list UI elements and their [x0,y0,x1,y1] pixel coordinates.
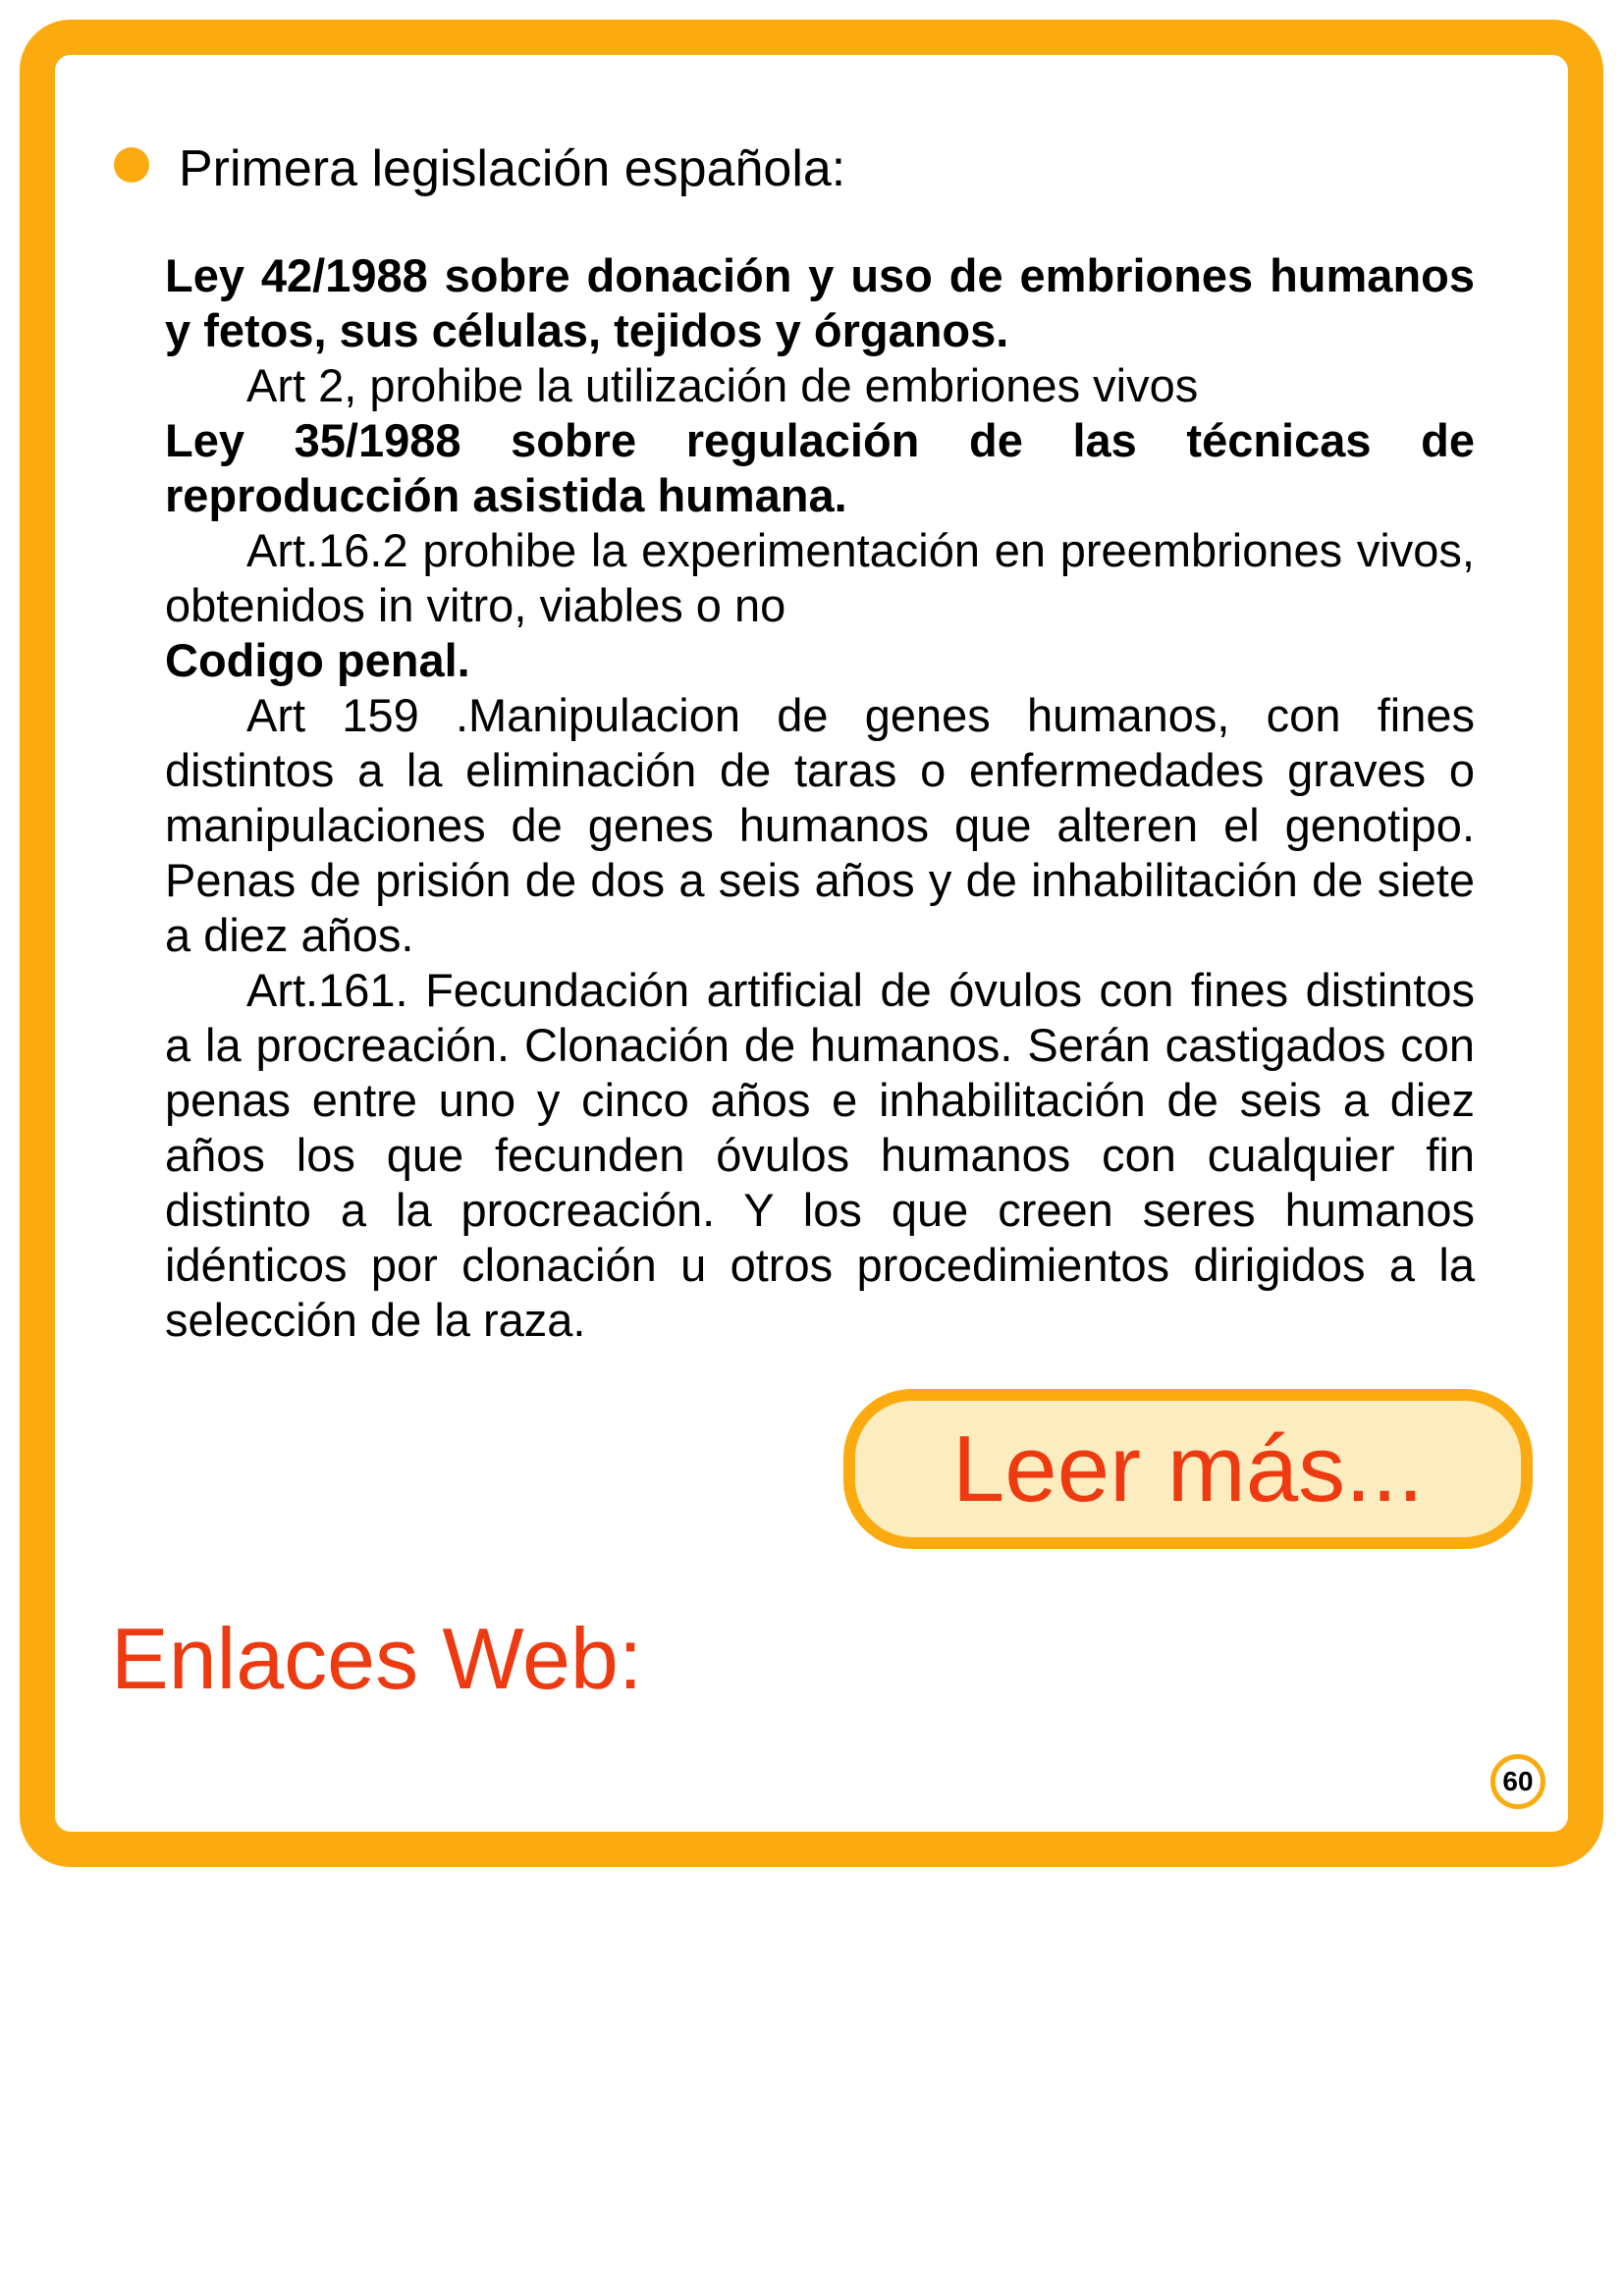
page-number-badge: 60 [1490,1754,1545,1809]
web-links-title: Enlaces Web: [111,1610,643,1707]
law-title-1: Ley 42/1988 sobre donación y uso de embriones humanos y fetos, sus células, tejidos y órganos. [165,249,1475,356]
article-159: Art 159 .Manipulacion de genes humanos, con fines distintos a la eliminación de taras o enfermedades graves o manipulaciones de genes humanos que alteren el genotipo. Penas de prisión de dos a seis años y de inhabilitación de siete a diez años. [165,689,1475,961]
article-law-1: Art 2, prohibe la utilización de embriones vivos [246,359,1199,411]
law-title-2: Ley 35/1988 sobre regulación de las técnicas de reproducción asistida humana. [165,414,1475,521]
section-heading: Primera legislación española: [179,140,846,197]
legislation-content [165,248,1475,1348]
article-law-2: Art.16.2 prohibe la experimentación en preembriones vivos, obtenidos in vitro, viables o no [165,524,1475,631]
law-title-3: Codigo penal. [165,634,470,686]
read-more-button[interactable]: Leer más... [843,1389,1533,1549]
bullet-dot-icon [114,147,149,183]
article-161: Art.161. Fecundación artificial de óvulos con fines distintos a la procreación. Clonación de humanos. Serán castigados con penas entre uno y cinco años e inhabilitación de seis a diez años los que fecunden óvulos humanos con cualquier fin distinto a la procreación. Y los que creen seres humanos idénticos por clonación u otros procedimientos dirigidos a la selección de la raza. [165,964,1475,1346]
